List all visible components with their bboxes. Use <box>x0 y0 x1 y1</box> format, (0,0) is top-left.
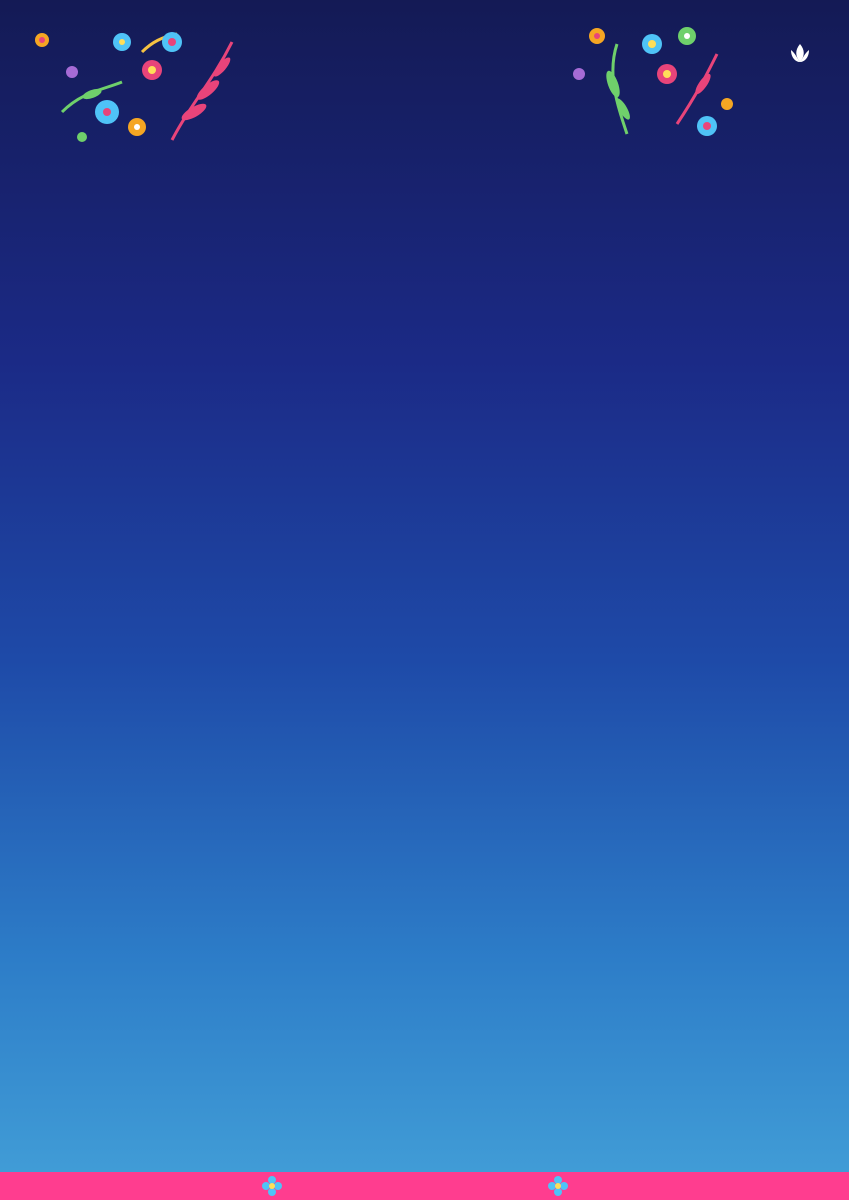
right-triangle-border <box>827 0 849 1172</box>
floral-decoration-right <box>567 14 747 148</box>
flower-icon <box>262 1176 282 1196</box>
gmina-flower-logo-icon <box>787 42 813 64</box>
logos <box>752 42 848 146</box>
floral-decoration-left <box>22 12 252 148</box>
flower-icon <box>548 1176 568 1196</box>
footer <box>0 1172 849 1200</box>
header <box>22 0 827 148</box>
left-triangle-border <box>0 0 22 1172</box>
